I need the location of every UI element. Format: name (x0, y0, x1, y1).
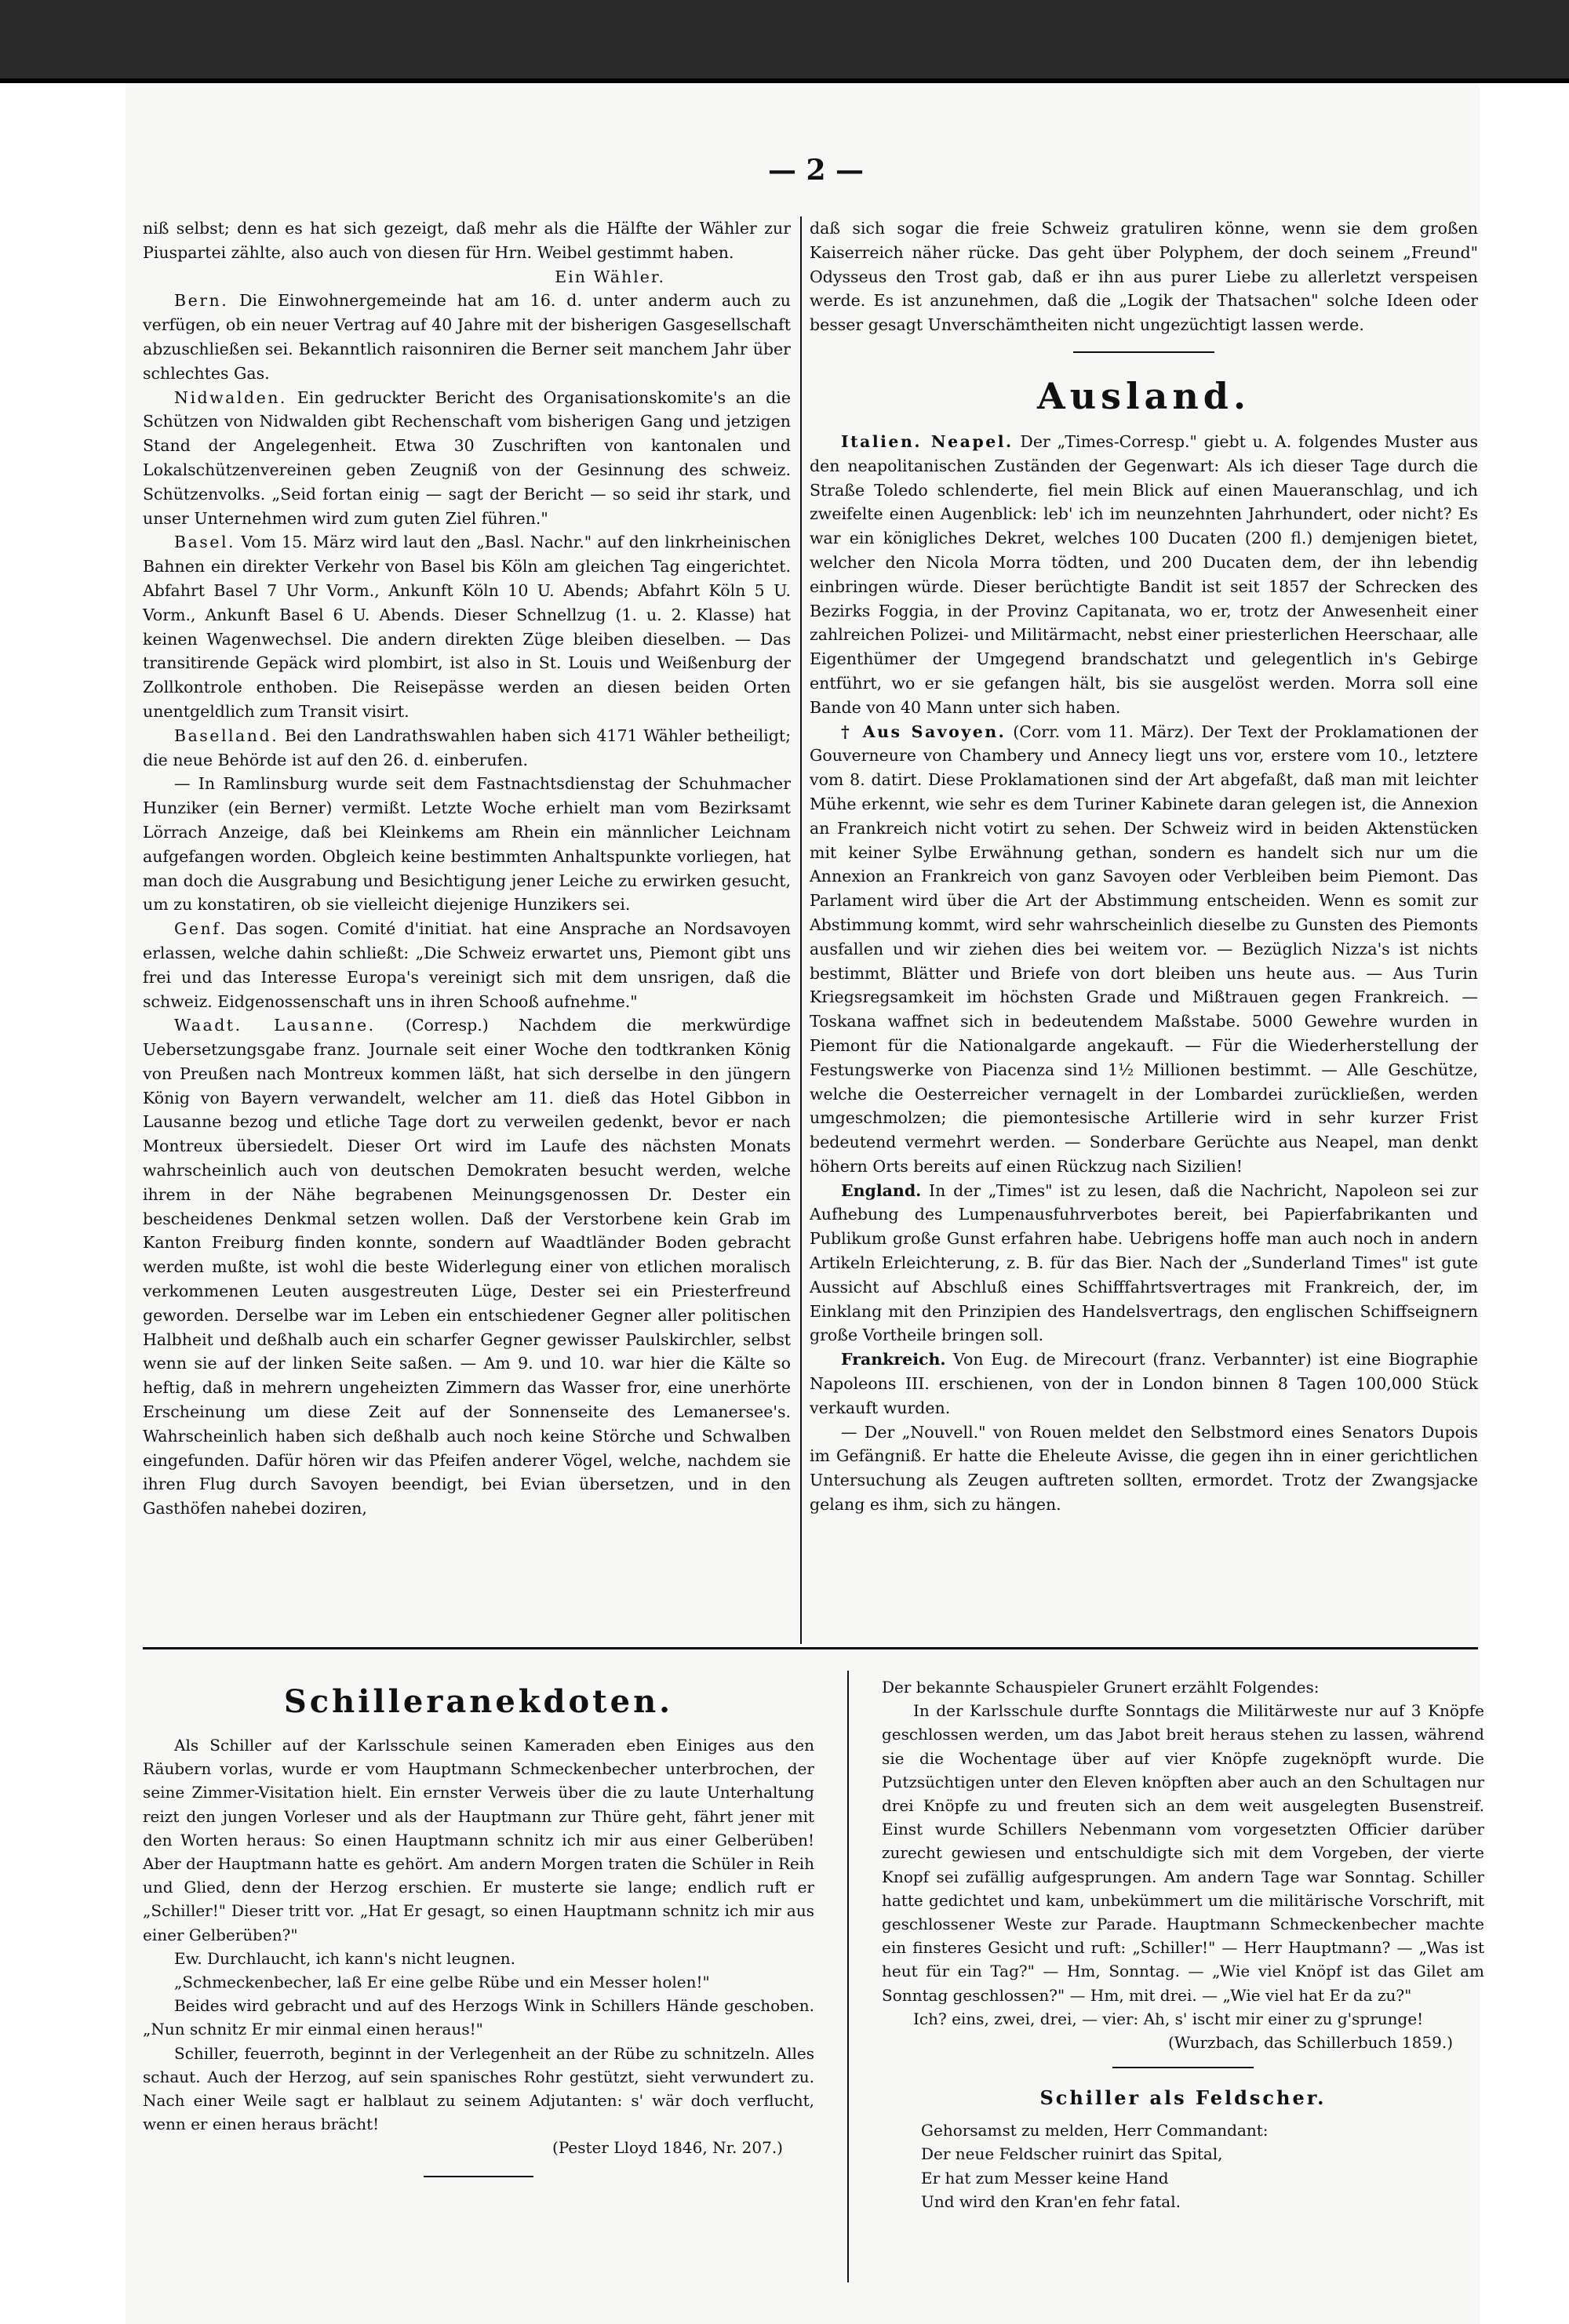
column-divider (847, 1671, 849, 2282)
article-nidwalden (143, 386, 791, 531)
section-rule (1073, 351, 1214, 353)
article-text: Die Einwohnergemeinde hat am 16. d. unter anderm auch zu verfügen, ob ein neuer Vertrag auf 40 Jahre mit der bisherigen Gasgesellschaft abzuschließen sei. Bekanntlich raisonniren die Berner seit manchem Jahr über schlechtes Gas. (143, 291, 791, 383)
article-baselland (143, 724, 791, 773)
place-label: Basel. (174, 533, 236, 552)
poem-line: Gehorsamst zu melden, Herr Commandant: (921, 2121, 1269, 2140)
article-text: (Corr. vom 11. März). Der Text der Proklamationen der Gouverneure von Chambery und Annecy liegt uns vor, erstere vom 10., letztere vom 8. datirt. Diese Proklamationen sind der Art abgefaßt, daß man mit leichter Mühe erkennt, wie sehr es dem Turiner Kabinete daran gelegen ist, die Annexion an Frankreich nicht votirt zu sehen. Der Schweiz wird in beiden Aktenstücken mit keiner Sylbe Erwähnung gethan, sondern es handelt sich nur um die Annexion an Frankreich von ganz Savoyen oder Verbleiben beim Piemont. Das Parlament wird über die Art der Abstimmung entscheiden. Wenn es somit zur Abstimmung kommt, wird sehr wahrscheinlich dieselbe zu Gunsten des Piemonts ausfallen und wir ziehen dies bei weitem vor. — Bezüglich Nizza's ist nichts bestimmt, Blätter und Briefe von dort bleiben uns heute aus. — Aus Turin Kriegsregsamkeit im höchsten Grade und Mißtrauen gegen Frankreich. — Toskana waffnet sich in bedeutendem Maßstabe. 5000 Gewehre wurden in Piemont für die Nationalgarde angekauft. — Für die Wiederherstellung der Festungswerke von Piacenza sind 1½ Millionen bestimmt. — Alle Geschütze, welche die Oesterreicher vernagelt in der Lombardei zurückließen, werden umgeschmolzen; die piemontesische Artillerie wird in sehr kurzer Frist bedeutend vermehrt werden. — Sonderbare Gerüchte aus Neapel, man denkt höhern Orts bereits auf einen Rückzug nach Sizilien! (810, 722, 1478, 1176)
poem-title: Schiller als Feldscher. (1039, 2086, 1327, 2110)
anecdote-intro: Der bekannte Schauspieler Grunert erzählt Folgendes: (882, 1678, 1320, 1697)
anecdote-paragraph: Schiller, feuerroth, beginnt in der Verlegenheit an der Rübe zu schnitzeln. Alles schaut. Auch der Herzog, auf sein spanisches Rohr gestützt, sieht verwundert zu. Nach einer Weile sagt er halblaut zu seinem Adjutanten: s' wär doch verflucht, wenn er einen heraus brächt! (143, 2043, 814, 2134)
continued-paragraph: daß sich sogar die freie Schweiz gratuliren könne, wenn sie dem großen Kaiserreich näher rücke. Das geht über Polyphem, der doch seinem „Freund" Odysseus den Trost gab, daß er ihn aus purer Liebe zu allerletzt verspeisen werde. Es ist anzunehmen, daß die „Logik der Thatsachen" solche Ideen oder besser gesagt Unverschämtheiten nicht ungezüchtigt lassen werde. (810, 219, 1478, 335)
article-savoyen (810, 720, 1478, 1179)
closing-rule (424, 2176, 533, 2177)
anecdote-paragraph: „Schmeckenbecher, laß Er eine gelbe Rübe und ein Messer holen!" (174, 1973, 710, 1992)
article-nouvell: — Der „Nouvell." von Rouen meldet den Selbstmord eines Senators Dupois im Gefängniß. Er hatte die Eheleute Avisse, die gegen ihn in einer gerichtlichen Untersuchung als Zeugen auftreten sollten, ermordet. Trotz der Zwangsjacke gelang es ihm, sich zu hängen. (810, 1422, 1478, 1515)
column-divider (800, 216, 802, 1644)
section-rule (1112, 2067, 1254, 2068)
section-title-ausland: Ausland. (1037, 374, 1250, 417)
continued-paragraph: niß selbst; denn es hat sich gezeigt, daß mehr als die Hälfte der Wähler zur Piuspartei zählte, also auch von diesen für Hrn. Weibel gestimmt haben. (143, 219, 791, 262)
article-text: Vom 15. März wird laut den „Basl. Nachr." auf den linkrheinischen Bahnen ein direkter Verkehr von Basel bis Köln am gleichen Tag eingerichtet. Abfahrt Basel 7 Uhr Vorm., Ankunft Köln 10 U. Abends; Abfahrt Köln 5 U. Vorm., Ankunft Basel 6 U. Abends. Dieser Schnellzug (1. u. 2. Klasse) hat keinen Wagenwechsel. Die andern direkten Züge bleiben dieselben. — Das transitirende Gepäck wird plombirt, ist also in St. Louis und Weißenburg der Zollkontrole enthoben. Die Reisepässe werden an diesen beiden Orten unentgeldlich zum Transit visirt. (143, 533, 791, 721)
place-label: Bern. (174, 291, 229, 311)
article-text: (Corresp.) Nachdem die merkwürdige Uebersetzungsgabe franz. Journale seit einer Woche den todtkranken König von Preußen nach Montreux kommen läßt, hat sich derselbe in den jüngern König von Bayern verwandelt, welcher am 11. dieß das Hotel Gibbon in Lausanne bezog und etliche Tage dort zu verweilen gedenkt, bevor er nach Montreux übersiedelt. Dieser Ort wird im Laufe des nächsten Monats wahrscheinlich auch von deutschen Demokraten besucht werden, welche ihrem in der Nähe begrabenen Meinungsgenossen Dr. Dester ein bescheidenes Denkmal setzen wollen. Daß der Verstorbene kein Grab im Kanton Freiburg finden konnte, sondern auf Waadtländer Boden gebracht werden mußte, ist wohl die beste Widerlegung einer von etlichen moralisch verkommenen Leuten ausgestreuten Lüge, Dester sei ein Priesterfreund geworden. Derselbe war im Leben ein entschiedener Gegner aller politischen Halbheit und deßhalb auch ein scharfer Gegner gewisser Paulskirchler, selbst wenn sie auf der linken Seite saßen. — Am 9. und 10. war hier die Kälte so heftig, daß in mehrern ungeheizten Zimmern das Wasser fror, eine unerhörte Erscheinung um diese Zeit auf der Sonnenseite des Lemanersee's. Wahrscheinlich haben sich deßhalb auch noch keine Störche und Schwalben eingefunden. Dafür hören wir das Pfeifen anderer Vögel, welche, nachdem sie ihren Flug durch Savoyen beendigt, bei Evian übersetzen, und in den Gasthöfen nahebei doziren, (143, 1016, 791, 1518)
place-label: Italien. Neapel. (841, 431, 1014, 451)
anecdote-paragraph: In der Karlsschule durfte Sonntags die Militärweste nur auf 3 Knöpfe geschlossen werden, um das Jabot breit heraus stehen zu lassen, während sie die Wochentage über auf vier Knöpfe zugeknöpft wurde. Die Putzsüchtigen unter den Eleven knöpften aber auch an den Schultagen nur drei Knöpfe zu und freuten sich an dem weit ausgelegten Busenstreif. Einst wurde Schillers Nebenmann vom vorgesetzten Officier darüber zurecht gewiesen und entschuldigte sich mit dem Vorgeben, der vierte Knopf sei zufällig aufgesprungen. Am andern Tage war Sonntag. Schiller hatte gedichtet und kam, unbekümmert um die militärische Vorschrift, mit geschlossener Weste zur Parade. Hauptmann Schmeckenbecher machte ein finsteres Gesicht und ruft: „Schiller!" — Herr Hauptmann? — „Was ist heut für ein Tag?" — Hm, Sonntag. — „Wie viel Knöpf ist das Gilet am Sonntag geschlossen?" — Hm, mit drei. — „Wie viel hat Er da zu?" (882, 1701, 1484, 2005)
article-text: Das sogen. Comité d'initiat. hat eine Ansprache an Nordsavoyen erlassen, welche dahin schließt: „Die Schweiz erwartet uns, Piemont gibt uns frei und das Interesse Europa's vereinigt sich mit dem unsrigen, daß die schweiz. Eidgenossenschaft uns in ihren Schooß aufnehme." (143, 919, 791, 1011)
article-basel (143, 530, 791, 723)
anecdote-source: (Pester Lloyd 1846, Nr. 207.) (552, 2138, 783, 2158)
scan-top-edge (0, 0, 1569, 78)
article-italien (810, 430, 1478, 720)
anecdotes-left-column (143, 1678, 814, 2177)
poem (882, 2119, 1484, 2213)
article-genf (143, 917, 791, 1013)
page-number: — 2 — (767, 154, 865, 187)
anecdote-paragraph: Beides wird gebracht und auf des Herzogs Wink in Schillers Hände geschoben. „Nun schnitz Er mir einmal einen heraus!" (143, 1996, 814, 2039)
poem-line: Er hat zum Messer keine Hand (921, 2168, 1169, 2188)
place-label: Nidwalden. (174, 387, 287, 407)
place-label: † Aus Savoyen. (841, 722, 1007, 741)
place-label: England. (841, 1180, 922, 1200)
left-margin (0, 83, 126, 2324)
right-margin (1480, 83, 1569, 2324)
article-bern (143, 289, 791, 385)
article-text: Von Eug. de Mirecourt (franz. Verbannter) ist eine Biographie Napoleons III. erschienen, von der in London binnen 8 Tagen 100,000 Stück verkauft wurden. (810, 1350, 1478, 1417)
poem-line: Und wird den Kran'en fehr fatal. (921, 2191, 1181, 2211)
anecdote-paragraph: Als Schiller auf der Karlsschule seinen Kameraden eben Einiges aus den Räubern vorlas, wurde er vom Hauptmann Schmeckenbecher unterbrochen, der seine Zimmer-Visitation hielt. Ein ernster Verweis über die zu laute Unterhaltung reizt den jungen Vorleser und als der Hauptmann zur Thüre geht, fährt jener mit den Worten heraus: So einen Hauptmann schnitz ich mir aus einer Gelberüben! Aber der Hauptmann hatte es gehört. Am andern Morgen traten die Schüler in Reih und Glied, denn der Herzog erschien. Er musterte sie lange; endlich ruft er „Schiller!" Dieser tritt vor. „Hat Er gesagt, so einen Hauptmann schnitz ich mir aus einer Gelberüben?" (143, 1736, 814, 1944)
feuilleton-title: Schilleranekdoten. (283, 1683, 674, 1720)
article-text: Der „Times-Corresp." giebt u. A. folgendes Muster aus den neapolitanischen Zuständen der Gegenwart: Als ich dieser Tage durch die Straße Toledo schlenderte, fiel mein Blick auf einen Maueranschlag, und ich zweifelte einen Augenblick: leb' ich im neunzehnten Jahrhundert, oder nicht? Es war ein königliches Dekret, welches 100 Ducaten (200 fl.) demjenigen bietet, welcher den Nicola Morra tödten, und 200 Ducaten dem, der ihn lebendig einbringen würde. Dieser berüchtigte Bandit ist seit 1857 der Schrecken des Bezirks Foggia, in der Provinz Capitanata, wo er, trotz der Anwesenheit einer zahlreichen Polizei- und Militärmacht, nebst einer priesterlichen Heerschaar, alle Eigenthümer der Umgegend brandschatzt und gelegentlich in's Gebirge entführt, wo er sie gefangen hält, bis sie ausgelöst werden. Morra soll eine Bande von 40 Mann unter sich haben. (810, 431, 1478, 717)
anecdotes-right-column (882, 1675, 1484, 2213)
article-england (810, 1179, 1478, 1348)
place-label: Genf. (174, 919, 228, 939)
left-news-column (143, 216, 791, 1521)
section-divider (143, 1647, 1478, 1649)
anecdote-paragraph: Ew. Durchlaucht, ich kann's nicht leugnen. (174, 1948, 516, 1968)
article-text: Bei den Landrathswahlen haben sich 4171 Wähler betheiligt; die neue Behörde ist auf den 26. d. einberufen. (143, 726, 791, 769)
place-label: Frankreich. (841, 1350, 946, 1369)
place-label: Baselland. (174, 726, 279, 745)
place-label: Waadt. Lausanne. (174, 1016, 376, 1035)
signature: Ein Wähler. (555, 267, 665, 286)
article-text: In der „Times" ist zu lesen, daß die Nachricht, Napoleon sei zur Aufhebung des Lumpenausfuhrverbotes bereit, bei Papierfabrikanten und Publikum große Gunst erfahren habe. Uebrigens hoffe man auch noch in andern Artikeln Erleichterung, z. B. für das Bier. Nach der „Sunderland Times" ist gute Aussicht auf Abschluß eines Schifffahrtsvertrages mit Frankreich, der, im Einklang mit den Prinzipien des Handelsvertrags, den englischen Schiffseignern große Vortheile bringen soll. (810, 1180, 1478, 1345)
article-waadt (143, 1013, 791, 1521)
anecdote-source: (Wurzbach, das Schillerbuch 1859.) (1168, 2033, 1453, 2053)
article-frankreich (810, 1347, 1478, 1420)
article-text: Ein gedruckter Bericht des Organisationskomite's an die Schützen von Nidwalden gibt Rechenschaft vom bisherigen Gang und jetzigen Stand der Angelegenheit. Etwa 30 Zuschriften von kantonalen und Lokalschützenvereinen geben Zeugniß von der Gesinnung des schweiz. Schützenvolks. „Seid fortan einig — sagt der Bericht — so seid ihr stark, und unser Unternehmen wird zum guten Ziel führen." (143, 387, 791, 528)
poem-line: Der neue Feldscher ruinirt das Spital, (921, 2144, 1223, 2164)
right-news-column (810, 216, 1478, 1517)
article-ramlinsburg: — In Ramlinsburg wurde seit dem Fastnachtsdienstag der Schuhmacher Hunziker (ein Berner) vermißt. Letzte Woche erhielt man vom Bezirksamt Lörrach Anzeige, daß bei Kleinkems am Rhein ein männlicher Leichnam aufgefangen worden. Obgleich keine bestimmten Anhaltspunkte vorliegen, hat man doch die Ausgrabung und Besichtigung jener Leiche zu erwirken gesucht, um zu konstatiren, ob sie vielleicht diejenige Hunzikers sei. (143, 774, 791, 915)
anecdote-paragraph: Ich? eins, zwei, drei, — vier: Ah, s' ischt mir einer zu g'sprunge! (913, 2009, 1424, 2028)
